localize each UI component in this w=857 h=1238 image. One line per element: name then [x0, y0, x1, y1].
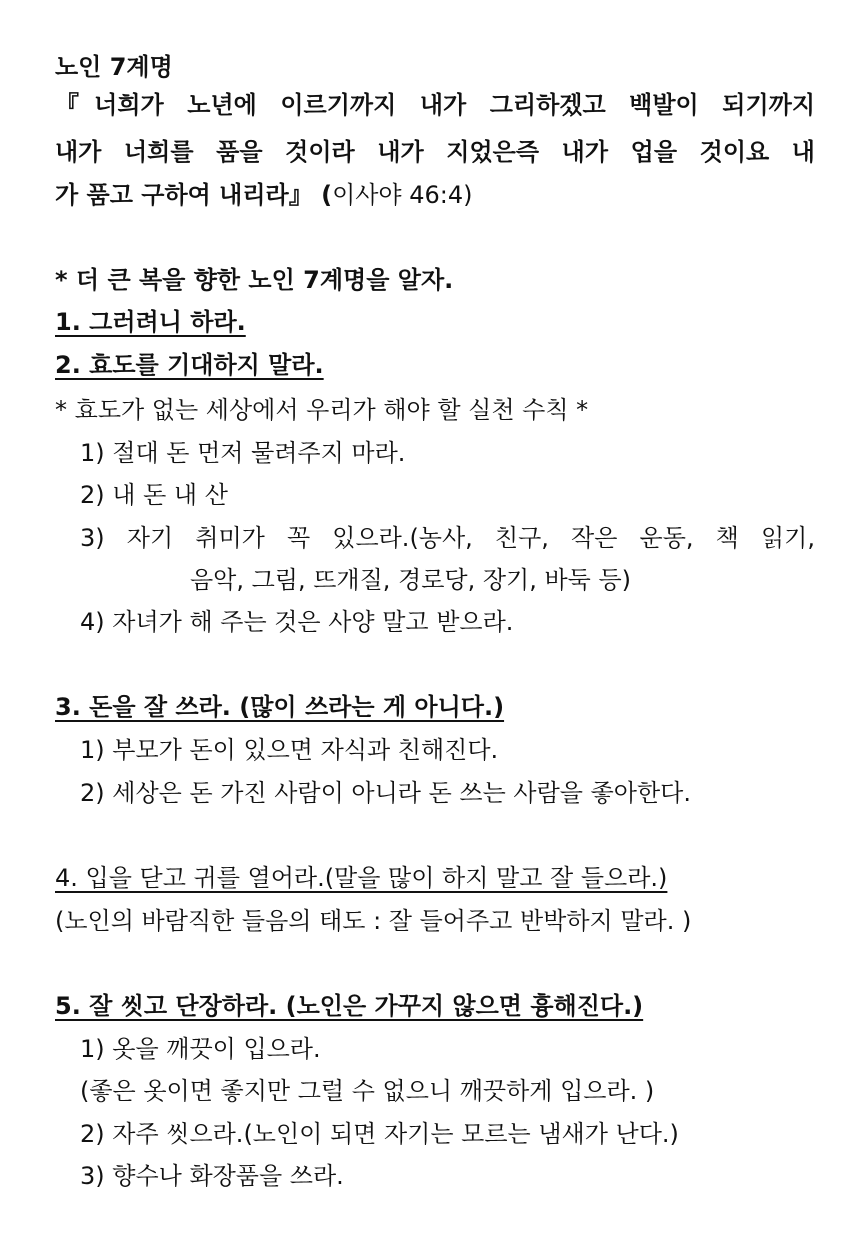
rule-4-heading: 4. 입을 닫고 귀를 열어라.(말을 많이 하지 말고 잘 들으라.) — [55, 864, 668, 892]
rule-1-heading: 1. 그러려니 하라. — [55, 308, 246, 336]
rule-5-heading: 5. 잘 씻고 단장하라. (노인은 가꾸지 않으면 흉해진다.) — [55, 992, 644, 1020]
rule-2-item-4: 4) 자녀가 해 주는 것은 사양 말고 받으라. — [80, 608, 514, 636]
rule-5-item-2: 2) 자주 씻으라.(노인이 되면 자기는 모르는 냄새가 난다.) — [80, 1120, 679, 1148]
quote-line-3-text: 가 품고 구하여 내리라』 — [55, 181, 313, 209]
quote-ref-open: ( — [312, 181, 333, 209]
rule-2-item-3: 3) 자기 취미가 꼭 있으라.(농사, 친구, 작은 운동, 책 읽기, — [80, 524, 815, 552]
rule-2-subtitle: * 효도가 없는 세상에서 우리가 해야 할 실천 수칙 * — [55, 396, 589, 424]
quote-line-3 — [55, 178, 815, 212]
rule-5-item-3: 3) 향수나 화장품을 쓰라. — [80, 1162, 344, 1190]
quote-line-1: 『너희가 노년에 이르기까지 내가 그리하겠고 백발이 되기까지 — [55, 91, 815, 119]
quote-reference: 이사야 46:4) — [332, 181, 473, 209]
quote-line-2: 내가 너희를 품을 것이라 내가 지었은즉 내가 업을 것이요 내 — [55, 138, 815, 166]
rule-5-item-1: 1) 옷을 깨끗이 입으라. — [80, 1035, 321, 1063]
rule-3-item-2: 2) 세상은 돈 가진 사람이 아니라 돈 쓰는 사람을 좋아한다. — [80, 779, 691, 807]
rule-3-item-1: 1) 부모가 돈이 있으면 자식과 친해진다. — [80, 736, 499, 764]
rule-2-item-3-continued: 음악, 그림, 뜨개질, 경로당, 장기, 바둑 등) — [190, 566, 632, 594]
rule-5-note: (좋은 옷이면 좋지만 그럴 수 없으니 깨끗하게 입으라. ) — [80, 1077, 655, 1105]
rule-3-heading: 3. 돈을 잘 쓰라. (많이 쓰라는 게 아니다.) — [55, 693, 505, 721]
rule-2-item-2: 2) 내 돈 내 산 — [80, 481, 228, 509]
rule-2-item-1: 1) 절대 돈 먼저 물려주지 마라. — [80, 439, 406, 467]
document-title: 노인 7계명 — [55, 53, 173, 81]
rule-4-note: (노인의 바람직한 들음의 태도 : 잘 들어주고 반박하지 말라. ) — [55, 907, 692, 935]
intro-line: * 더 큰 복을 향한 노인 7계명을 알자. — [55, 266, 454, 294]
rule-2-heading: 2. 효도를 기대하지 말라. — [55, 351, 324, 379]
